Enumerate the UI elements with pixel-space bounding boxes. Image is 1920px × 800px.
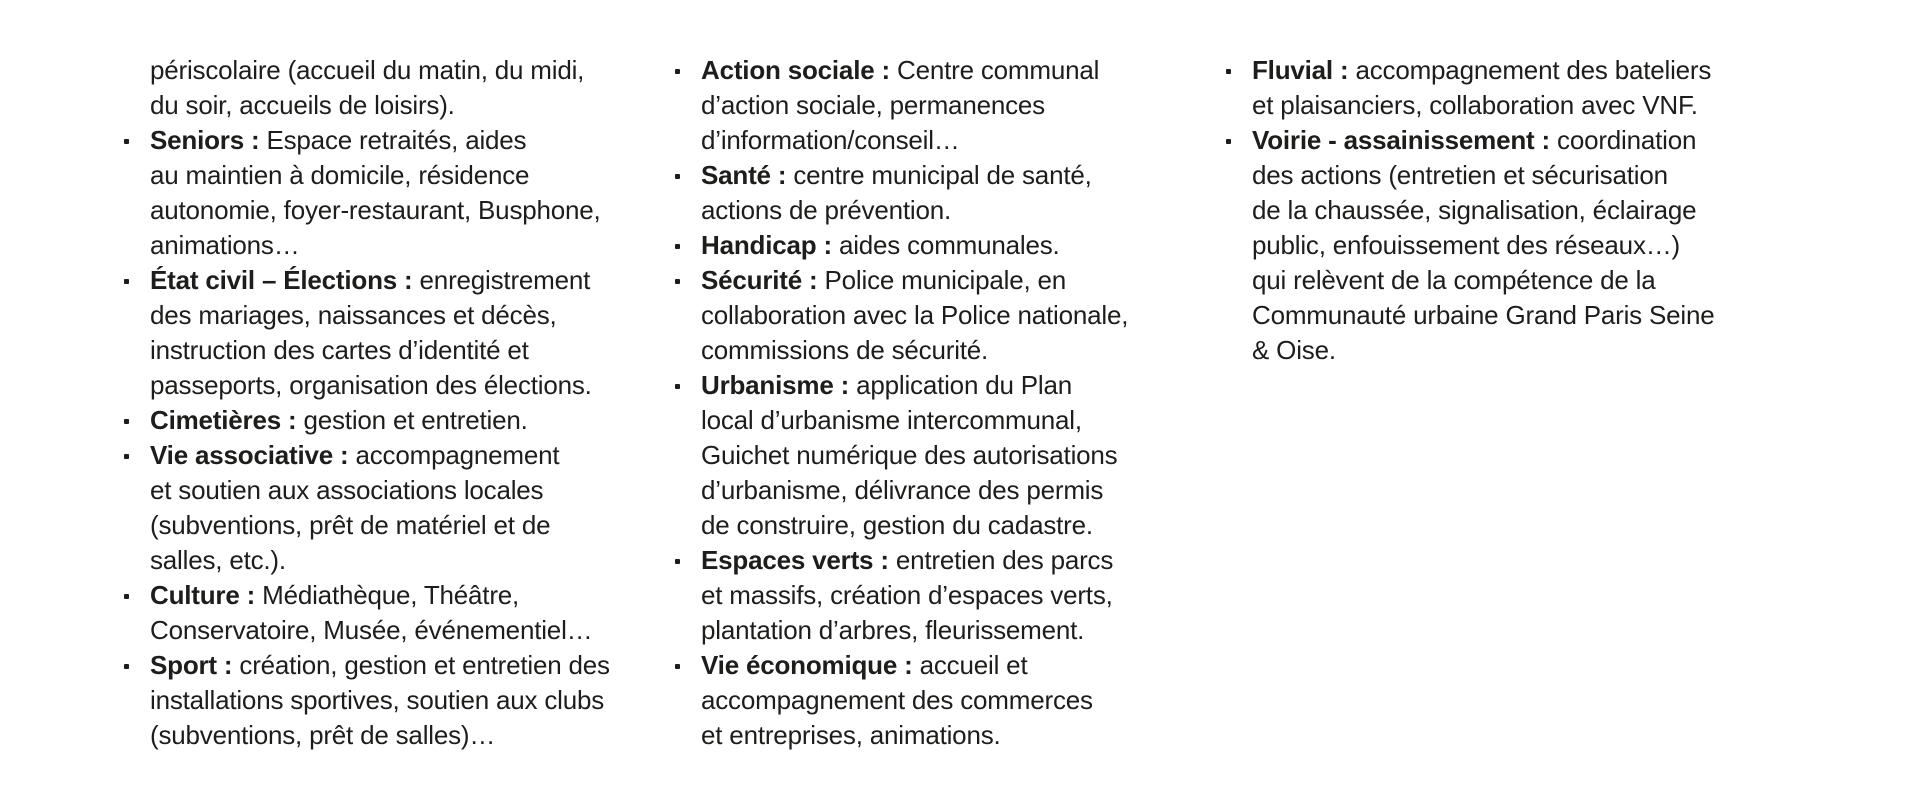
list-item [667,368,1221,543]
item-term: Cimetières : [150,405,297,435]
text-column-1 [150,53,670,753]
item-text: enregistrement des mariages, naissances et décès, instruction des cartes d’identité et passeports, organisation des élections. [150,265,592,400]
item-text: aides communales. [838,230,1060,260]
item-term: Vie économique : [701,650,913,680]
list-item [116,578,670,648]
item-term: Culture : [150,580,256,610]
item-text: application du Plan local d’urbanisme intercommunal, Guichet numérique des autorisations d’urbanisme, délivrance des permis de construire, gestion du cadastre. [701,370,1118,540]
item-term: Urbanisme : [701,370,850,400]
item-text: centre municipal de santé, actions de prévention. [701,160,1092,225]
services-list [150,123,670,753]
list-item [116,263,670,403]
item-text: accompagnement des bateliers et plaisanciers, collaboration avec VNF. [1252,55,1712,120]
item-term: État civil – Élections : [150,265,413,295]
item-text: Médiathèque, Théâtre, Conservatoire, Musée, événementiel… [150,580,593,645]
item-term: Seniors : [150,125,260,155]
services-list [1252,53,1772,368]
list-item [667,263,1221,368]
list-item [667,53,1221,158]
item-term: Espaces verts : [701,545,889,575]
list-item [667,648,1221,753]
item-term: Fluvial : [1252,55,1349,85]
list-item [667,543,1221,648]
item-term: Handicap : [701,230,832,260]
continued-paragraph: périscolaire (accueil du matin, du midi, du soir, accueils de loisirs). [150,55,585,120]
list-item [1218,123,1772,368]
item-text: Espace retraités, aides au maintien à domicile, résidence autonomie, foyer-restaurant, Busphone, animations… [150,125,601,260]
item-text: Police municipale, en collaboration avec la Police nationale, commissions de sécurité. [701,265,1129,365]
list-item [116,648,670,753]
item-term: Sport : [150,650,233,680]
item-text: coordination des actions (entretien et sécurisation de la chaussée, signalisation, éclairage public, enfouissement des réseaux…) qui relèvent de la compétence de la Communauté urbaine Grand Paris Seine & Oise. [1252,125,1715,365]
item-text: accompagnement et soutien aux associations locales (subventions, prêt de matériel et de salles, etc.). [150,440,560,575]
list-item [1218,53,1772,123]
list-item [116,403,670,438]
item-text: Centre communal d’action sociale, permanences d’information/conseil… [701,55,1100,155]
text-column-2 [701,53,1221,753]
list-item [667,158,1221,228]
item-term: Vie associative : [150,440,349,470]
item-text: accueil et accompagnement des commerces et entreprises, animations. [701,650,1093,750]
item-text: entretien des parcs et massifs, création d’espaces verts, plantation d’arbres, fleurissement. [701,545,1114,645]
services-list [701,53,1221,753]
list-item [116,438,670,578]
list-item [667,228,1221,263]
item-term: Action sociale : [701,55,890,85]
list-item [116,123,670,263]
item-text: gestion et entretien. [303,405,528,435]
item-term: Santé : [701,160,787,190]
text-column-3 [1252,53,1772,368]
item-text: création, gestion et entretien des installations sportives, soutien aux clubs (subventions, prêt de salles)… [150,650,610,750]
item-term: Voirie - assainissement : [1252,125,1550,155]
item-term: Sécurité : [701,265,818,295]
